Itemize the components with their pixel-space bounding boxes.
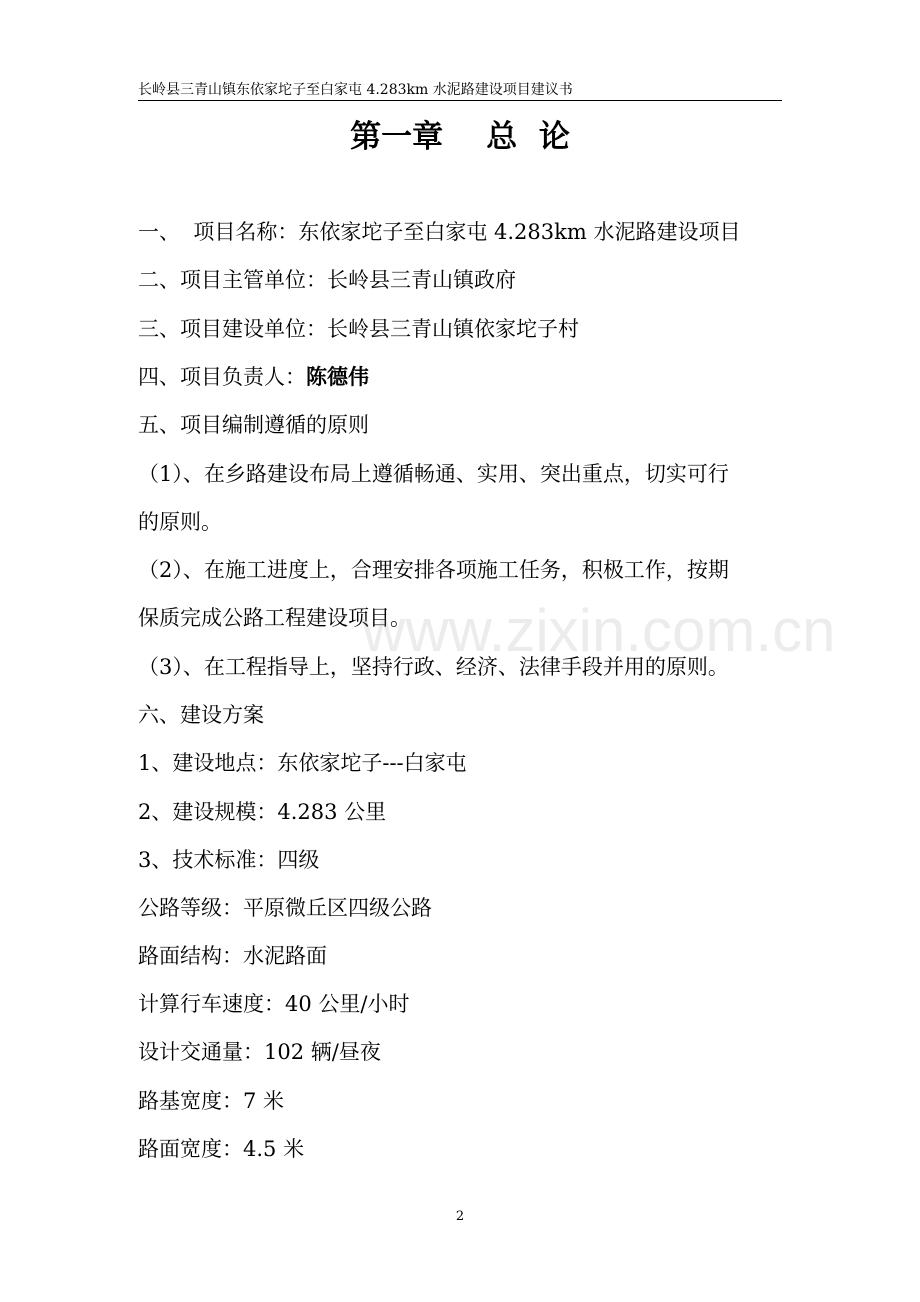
principle-2-line-2: 保质完成公路工程建设项目。 [138,606,411,630]
principle-3-line: （3）、在工程指导上，坚持行政、经济、法律手段并用的原则。 [138,655,729,679]
running-header: 长岭县三青山镇东依家坨子至白家屯 4.283km 水泥路建设项目建议书 [138,80,782,101]
project-leader-name: 陈德伟 [306,364,369,389]
principles-heading: 五、项目编制遵循的原则 [138,413,369,437]
pavement-width-line: 路面宽度：4.5 米 [138,1137,305,1161]
project-leader-line [138,362,369,392]
principle-2-line-1: （2）、在施工进度上，合理安排各项施工任务，积极工作，按期 [138,558,729,582]
traffic-volume-line: 设计交通量：102 辆/昼夜 [138,1040,381,1064]
construction-scale-line: 2、建设规模：4.283 公里 [138,800,387,824]
construction-unit-line: 三、项目建设单位：长岭县三青山镇依家坨子村 [138,317,579,341]
principle-1-line-1: （1）、在乡路建设布局上遵循畅通、实用、突出重点，切实可行 [138,462,729,486]
design-speed-line: 计算行车速度：40 公里/小时 [138,992,410,1016]
project-leader-label: 四、项目负责人： [138,365,306,389]
construction-plan-heading: 六、建设方案 [138,703,264,727]
page-number: 2 [455,1209,465,1224]
watermark: www.zixin.com.cn [362,597,836,664]
technical-standard-line: 3、技术标准：四级 [138,848,320,872]
pavement-structure-line: 路面结构：水泥路面 [138,944,327,968]
construction-location-line: 1、建设地点：东依家坨子---白家屯 [138,751,467,775]
chapter-title: 第一章 总 论 [350,119,570,155]
project-name-line: 一、 项目名称：东依家坨子至白家屯 4.283km 水泥路建设项目 [138,220,741,244]
supervising-unit-line: 二、项目主管单位：长岭县三青山镇政府 [138,268,516,292]
subgrade-width-line: 路基宽度：7 米 [138,1089,285,1113]
principle-1-line-2: 的原则。 [138,510,222,534]
road-grade-line: 公路等级：平原微丘区四级公路 [138,896,432,920]
